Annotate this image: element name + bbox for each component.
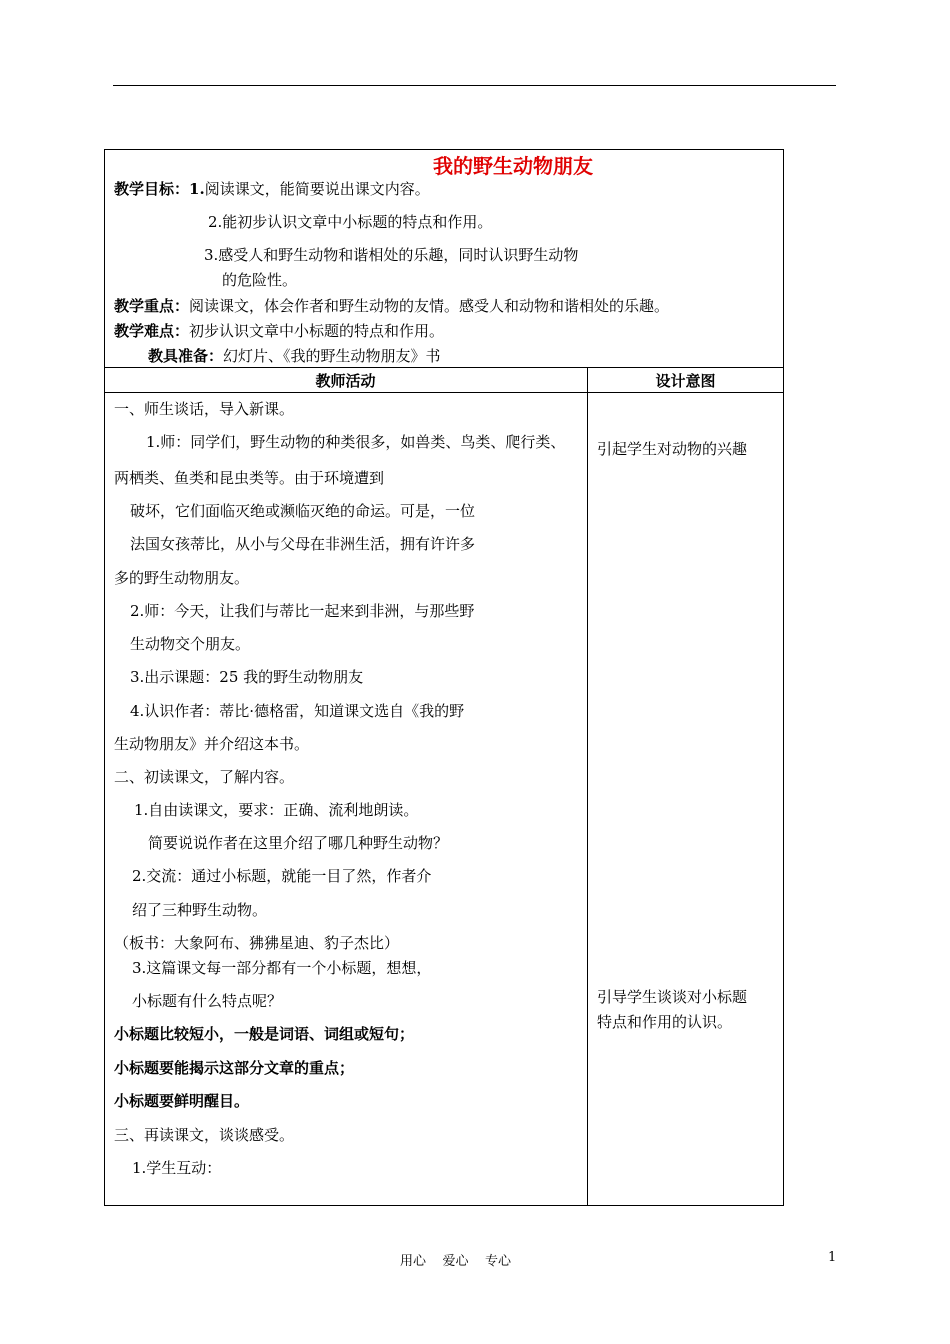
teacher-line: 1.师：同学们，野生动物的种类很多，如兽类、鸟类、爬行类、	[146, 433, 566, 451]
difficulty-text: 初步认识文章中小标题的特点和作用。	[189, 322, 445, 340]
intent-note-2-line-1: 引导学生谈谈对小标题	[597, 988, 748, 1006]
prep-row	[148, 345, 441, 366]
teacher-line: 生动物交个朋友。	[130, 635, 251, 653]
difficulty-label: 教学难点：	[114, 322, 190, 340]
teacher-line: 1.学生互动：	[132, 1159, 222, 1177]
teacher-line: 3.这篇课文每一部分都有一个小标题，想想，	[132, 959, 432, 977]
teacher-line: 法国女孩蒂比，从小与父母在非洲生活，拥有许许多	[130, 535, 476, 553]
teacher-line-bold: 小标题比较短小，一般是词语、词组或短句；	[114, 1025, 415, 1043]
key-points-row	[114, 295, 669, 316]
column-header-divider	[104, 392, 784, 393]
goals-label: 教学目标：	[114, 180, 190, 198]
teacher-line: 二、初读课文，了解内容。	[114, 768, 295, 786]
column-header-teacher: 教师活动	[315, 372, 376, 390]
key-points-text: 阅读课文，体会作者和野生动物的友情。感受人和动物和谐相处的乐趣。	[189, 297, 670, 315]
teacher-line: 3.出示课题：25 我的野生动物朋友	[130, 668, 364, 686]
goal-3-line-2: 的危险性。	[222, 271, 298, 289]
teacher-line: 多的野生动物朋友。	[114, 569, 250, 587]
teacher-line: 破坏，它们面临灭绝或濒临灭绝的命运。可是，一位	[130, 502, 476, 520]
goals-row	[114, 178, 430, 199]
teacher-line-bold: 小标题要鲜明醒目。	[114, 1092, 250, 1110]
teacher-line: 2.师：今天，让我们与蒂比一起来到非洲，与那些野	[130, 602, 475, 620]
goal-2: 2.能初步认识文章中小标题的特点和作用。	[208, 213, 493, 231]
teacher-line: 绍了三种野生动物。	[132, 901, 268, 919]
teacher-line: 小标题有什么特点呢？	[132, 992, 283, 1010]
teacher-line: 生动物朋友》并介绍这本书。	[114, 735, 310, 753]
teacher-line: 4.认识作者：蒂比·德格雷，知道课文选自《我的野	[130, 702, 465, 720]
intent-note-2-line-2: 特点和作用的认识。	[597, 1013, 733, 1031]
prep-text: 幻灯片、《我的野生动物朋友》书	[223, 347, 441, 365]
footer-motto: 用心 爱心 专心	[400, 1254, 512, 1269]
prep-label: 教具准备：	[148, 347, 224, 365]
teacher-line: 简要说说作者在这里介绍了哪几种野生动物？	[148, 834, 449, 852]
header-divider	[104, 367, 784, 368]
goal-3-line-1: 3.感受人和野生动物和谐相处的乐趣，同时认识野生动物	[204, 246, 579, 264]
difficulty-row	[114, 320, 444, 341]
teacher-line-bold: 小标题要能揭示这部分文章的重点；	[114, 1059, 355, 1077]
teacher-line: 1.自由读课文，要求：正确、流利地朗读。	[134, 801, 419, 819]
page-title: 我的野生动物朋友	[433, 154, 593, 178]
teacher-line: 两栖类、鱼类和昆虫类等。由于环境遭到	[114, 469, 385, 487]
goal-1-text: 阅读课文，能简要说出课文内容。	[204, 180, 430, 198]
column-divider	[587, 367, 588, 1206]
header-rule	[113, 85, 836, 86]
goal-1-number: 1.	[189, 180, 205, 198]
teacher-line: （板书：大象阿布、狒狒星迪、豹子杰比）	[114, 934, 400, 952]
key-points-label: 教学重点：	[114, 297, 190, 315]
teacher-line: 2.交流：通过小标题，就能一目了然，作者介	[132, 867, 432, 885]
page-number: 1	[828, 1250, 837, 1265]
column-header-intent: 设计意图	[655, 372, 716, 390]
intent-note-1: 引起学生对动物的兴趣	[597, 440, 748, 458]
teacher-line: 一、师生谈话，导入新课。	[114, 400, 295, 418]
teacher-line: 三、再读课文，谈谈感受。	[114, 1126, 295, 1144]
